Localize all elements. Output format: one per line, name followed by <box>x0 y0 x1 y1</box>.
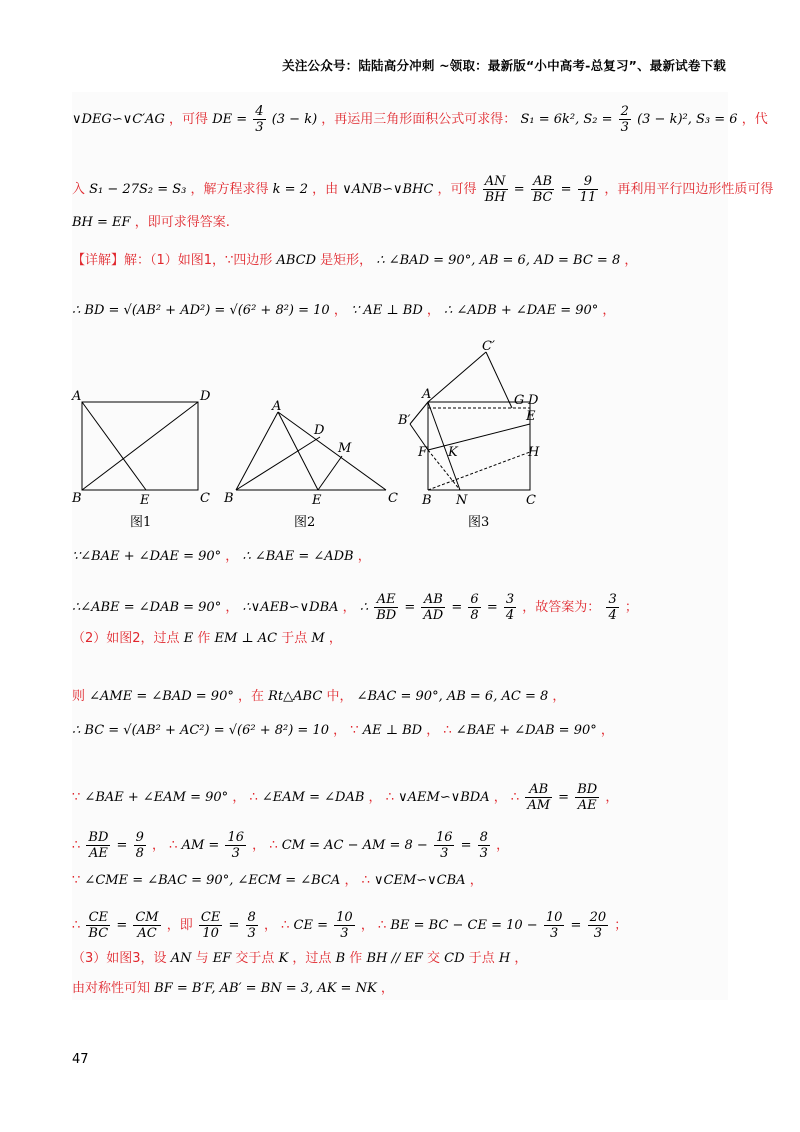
fraction: $\frac{CE}{10}$ <box>200 910 221 941</box>
label-c: C <box>200 491 210 506</box>
text: ∴ <box>72 838 81 853</box>
text: ， <box>225 600 239 615</box>
text: ∴ <box>281 918 290 933</box>
math: AN <box>170 951 192 966</box>
text: ， <box>333 723 347 738</box>
label-b-prime: B′ <box>398 413 411 428</box>
line-11 <box>72 782 618 813</box>
label-a: A <box>72 389 82 404</box>
label-e: E <box>526 409 536 424</box>
text: ∴ <box>385 790 394 805</box>
math: ∨ANB∽∨BHC <box>342 182 434 197</box>
text: 作 <box>349 951 363 966</box>
text: ∵ <box>72 873 81 888</box>
text: ， <box>426 303 440 318</box>
fig1-caption: 图1 <box>130 515 152 530</box>
line-2 <box>72 174 773 205</box>
text: ，故答案为： <box>522 600 601 615</box>
label-c: C <box>388 491 398 506</box>
math: CE = <box>293 918 329 933</box>
math: ∨CEM∽∨CBA <box>374 873 466 888</box>
label-e: E <box>312 493 322 508</box>
fig2-caption: 图2 <box>294 515 316 530</box>
fig1-diagonal-bd <box>82 402 198 490</box>
math: (3 − k) <box>271 112 318 127</box>
line-15 <box>72 950 527 968</box>
fraction: $\frac{3}{4}$ <box>608 592 617 623</box>
text: ∴ <box>169 838 178 853</box>
text: ， <box>263 918 277 933</box>
fraction: $\frac{20}{3}$ <box>589 910 607 941</box>
math: ∴ ∠ADB + ∠DAE = 90° <box>444 303 599 318</box>
label-a: A <box>422 387 432 402</box>
fraction: $\frac{CE}{BC}$ <box>88 910 109 941</box>
label-n: N <box>456 493 468 508</box>
math: ∵∠BAE + ∠DAE = 90° <box>72 549 222 564</box>
label-b: B <box>422 493 432 508</box>
fig3-caption: 图3 <box>468 515 490 530</box>
math: = <box>228 918 240 933</box>
text: ， <box>232 790 246 805</box>
text: ∴ <box>510 790 520 805</box>
fraction: $\frac{10}{3}$ <box>336 910 353 941</box>
math: E <box>183 631 194 646</box>
text: ， <box>342 600 356 615</box>
math: k = 2 <box>272 182 308 197</box>
geometry-figures <box>72 339 572 532</box>
text: ， <box>368 790 382 805</box>
label-m: M <box>338 441 352 456</box>
fraction: $\frac{AB}{AM}$ <box>527 782 551 813</box>
math: Rt△ABC <box>268 689 323 704</box>
math: EF <box>212 951 232 966</box>
page-header: 关注公众号：陆陆高分冲刺 ~领取：最新版“小中高考-总复习”、最新试卷下载 <box>282 58 726 73</box>
math: B <box>335 951 346 966</box>
text: 作 <box>197 631 211 646</box>
text: ，由 <box>312 182 339 197</box>
fraction: $\frac{4}{3}$ <box>255 104 264 135</box>
label-b: B <box>72 491 82 506</box>
text: ∴ <box>72 918 81 933</box>
text: ∴ <box>361 873 370 888</box>
math: S₁ = 6k², S₂ = <box>520 112 613 127</box>
math: ∨AEM∽∨BDA <box>398 790 490 805</box>
math: BH = EF <box>72 215 131 230</box>
line-8 <box>72 630 342 648</box>
text: ， <box>493 790 507 805</box>
math: S₁ − 27S₂ = S₃ <box>89 182 187 197</box>
fraction: $\frac{9}{8}$ <box>135 830 144 861</box>
math: ∵ AE ⊥ BD <box>351 303 423 318</box>
math: ∠CME = ∠BAC = 90°, ∠ECM = ∠BCA <box>84 873 341 888</box>
text: ∴ <box>269 838 278 853</box>
fraction: $\frac{2}{3}$ <box>620 104 629 135</box>
math: ∠BAE + ∠DAB = 90° <box>455 723 597 738</box>
text: ， <box>600 723 614 738</box>
text: ， <box>380 981 394 996</box>
math: ∴∨AEB∽∨DBA <box>242 600 339 615</box>
math: = <box>404 600 416 615</box>
label-d: D <box>200 389 211 404</box>
math: BE = BC − CE = 10 − <box>390 918 538 933</box>
text: 是矩形， <box>320 253 373 268</box>
text: ， <box>605 790 619 805</box>
label-a: A <box>272 399 282 414</box>
math: CM = AC − AM = 8 − <box>281 838 428 853</box>
text: ，过点 <box>292 951 332 966</box>
line-6 <box>72 548 371 566</box>
text: ， <box>252 838 266 853</box>
text: ， <box>344 873 358 888</box>
line-12 <box>72 830 509 861</box>
math: = <box>560 182 572 197</box>
math: = <box>116 918 128 933</box>
math: ∠BAC = 90°, AB = 6, AC = 8 <box>356 689 549 704</box>
text: 中， <box>326 689 353 704</box>
math: ∴ BC = √(AB² + AC²) = √(6² + 8²) = 10 <box>72 723 329 738</box>
line-14 <box>72 910 627 941</box>
line-9 <box>72 688 565 706</box>
math: ∠EAM = ∠DAB <box>261 790 365 805</box>
text: ，再运用三角形面积公式可求得： <box>321 112 517 127</box>
label-e: E <box>140 493 150 508</box>
label-d: D <box>528 393 539 408</box>
text: ，即 <box>166 918 193 933</box>
math: DE = <box>212 112 248 127</box>
text: （3）如图3，设 <box>72 951 167 966</box>
text: ， <box>225 549 239 564</box>
math: ∴ <box>359 600 369 615</box>
text: ∵ <box>350 723 359 738</box>
math: BH // EF <box>366 951 423 966</box>
math: = <box>460 838 472 853</box>
math: M <box>311 631 325 646</box>
text: ， <box>602 303 616 318</box>
line-1 <box>72 104 768 135</box>
text: ， <box>328 631 342 646</box>
text: ， <box>333 303 347 318</box>
text: 交于点 <box>235 951 275 966</box>
fraction: $\frac{3}{4}$ <box>505 592 515 623</box>
math: ∠AME = ∠BAD = 90° <box>89 689 234 704</box>
math: AE ⊥ BD <box>362 723 423 738</box>
label-c-prime: C′ <box>482 339 495 354</box>
text: ，可得 <box>437 182 477 197</box>
text: 于点 <box>468 951 495 966</box>
fraction: $\frac{BD}{AE}$ <box>88 830 109 861</box>
text: ， <box>152 838 166 853</box>
line-13 <box>72 872 483 890</box>
math: ∴ ∠BAE = ∠ADB <box>242 549 354 564</box>
solution-content <box>72 92 774 1000</box>
math: = <box>570 918 582 933</box>
fraction: $\frac{16}{3}$ <box>435 830 453 861</box>
math: CD <box>444 951 465 966</box>
line-3 <box>72 214 230 232</box>
text: ， <box>552 689 566 704</box>
text: ，在 <box>238 689 265 704</box>
text: ， <box>496 838 510 853</box>
math: ∠BAE + ∠EAM = 90° <box>84 790 229 805</box>
page-number: 47 <box>72 1052 89 1067</box>
math: (3 − k)², S₃ = 6 <box>637 112 738 127</box>
line-16 <box>72 980 394 998</box>
fraction: $\frac{8}{3}$ <box>479 830 488 861</box>
math: = <box>116 838 128 853</box>
line-7 <box>72 592 638 623</box>
text: 于点 <box>281 631 308 646</box>
fraction: $\frac{6}{8}$ <box>470 592 479 623</box>
label-k: K <box>448 445 458 460</box>
label-b: B <box>224 491 234 506</box>
text: ，解方程求得 <box>190 182 269 197</box>
text: ∴ <box>378 918 387 933</box>
fraction: $\frac{AB}{BC}$ <box>532 174 553 205</box>
math: AM = <box>181 838 220 853</box>
fraction: $\frac{BD}{AE}$ <box>577 782 598 813</box>
math: ∴ BD = √(AB² + AD²) = √(6² + 8²) = 10 <box>72 303 330 318</box>
fraction: $\frac{AE}{BD}$ <box>376 592 397 623</box>
text: ，即可求得答案. <box>134 215 230 230</box>
text: ∴ <box>249 790 258 805</box>
fraction: $\frac{10}{3}$ <box>545 910 563 941</box>
text: ∴ <box>443 723 452 738</box>
fraction: $\frac{16}{3}$ <box>227 830 245 861</box>
label-d: D <box>314 423 325 438</box>
math: K <box>278 951 289 966</box>
math: = <box>558 790 570 805</box>
label-f: F <box>418 445 428 460</box>
text: ，可得 <box>169 112 209 127</box>
text: ； <box>624 600 638 615</box>
text: ； <box>614 918 628 933</box>
text: 入 <box>72 182 86 197</box>
text: 则 <box>72 689 86 704</box>
text: ，再利用平行四边形性质可得 <box>604 182 774 197</box>
text: ， <box>426 723 440 738</box>
fraction: $\frac{AN}{BH}$ <box>484 174 506 205</box>
math: BF = B′F, AB′ = BN = 3, AK = NK <box>154 981 377 996</box>
math: H <box>498 951 511 966</box>
math: ∴ ∠BAD = 90°, AB = 6, AD = BC = 8 <box>376 253 621 268</box>
text: ，代 <box>741 112 768 127</box>
math: = <box>451 600 463 615</box>
text: ， <box>624 253 638 268</box>
fraction: $\frac{AB}{AD}$ <box>423 592 444 623</box>
label-c: C <box>526 493 536 508</box>
math: = <box>486 600 498 615</box>
line-5 <box>72 302 615 320</box>
label-g: G <box>514 393 525 408</box>
math: ∴∠ABE = ∠DAB = 90° <box>72 600 222 615</box>
line-4 <box>72 252 637 270</box>
text: 交 <box>427 951 441 966</box>
text: 【详解】解：（1）如图1，∵四边形 <box>72 253 273 268</box>
label-h: H <box>528 445 540 460</box>
line-10 <box>72 722 614 740</box>
text: ， <box>360 918 374 933</box>
math: ∨DEG∽∨C′AG <box>72 112 165 127</box>
text: ∵ <box>72 790 81 805</box>
math: ABCD <box>276 253 317 268</box>
text: ， <box>514 951 528 966</box>
math: EM ⊥ AC <box>214 631 278 646</box>
text: （2）如图2，过点 <box>72 631 180 646</box>
fraction: $\frac{9}{11}$ <box>579 174 597 205</box>
fraction: $\frac{CM}{AC}$ <box>135 910 159 941</box>
text: ， <box>357 549 371 564</box>
fig1-segment-ae <box>82 402 146 490</box>
text: 由对称性可知 <box>72 981 151 996</box>
text: ， <box>469 873 483 888</box>
fraction: $\frac{8}{3}$ <box>247 910 256 941</box>
math: = <box>513 182 525 197</box>
text: 与 <box>195 951 209 966</box>
